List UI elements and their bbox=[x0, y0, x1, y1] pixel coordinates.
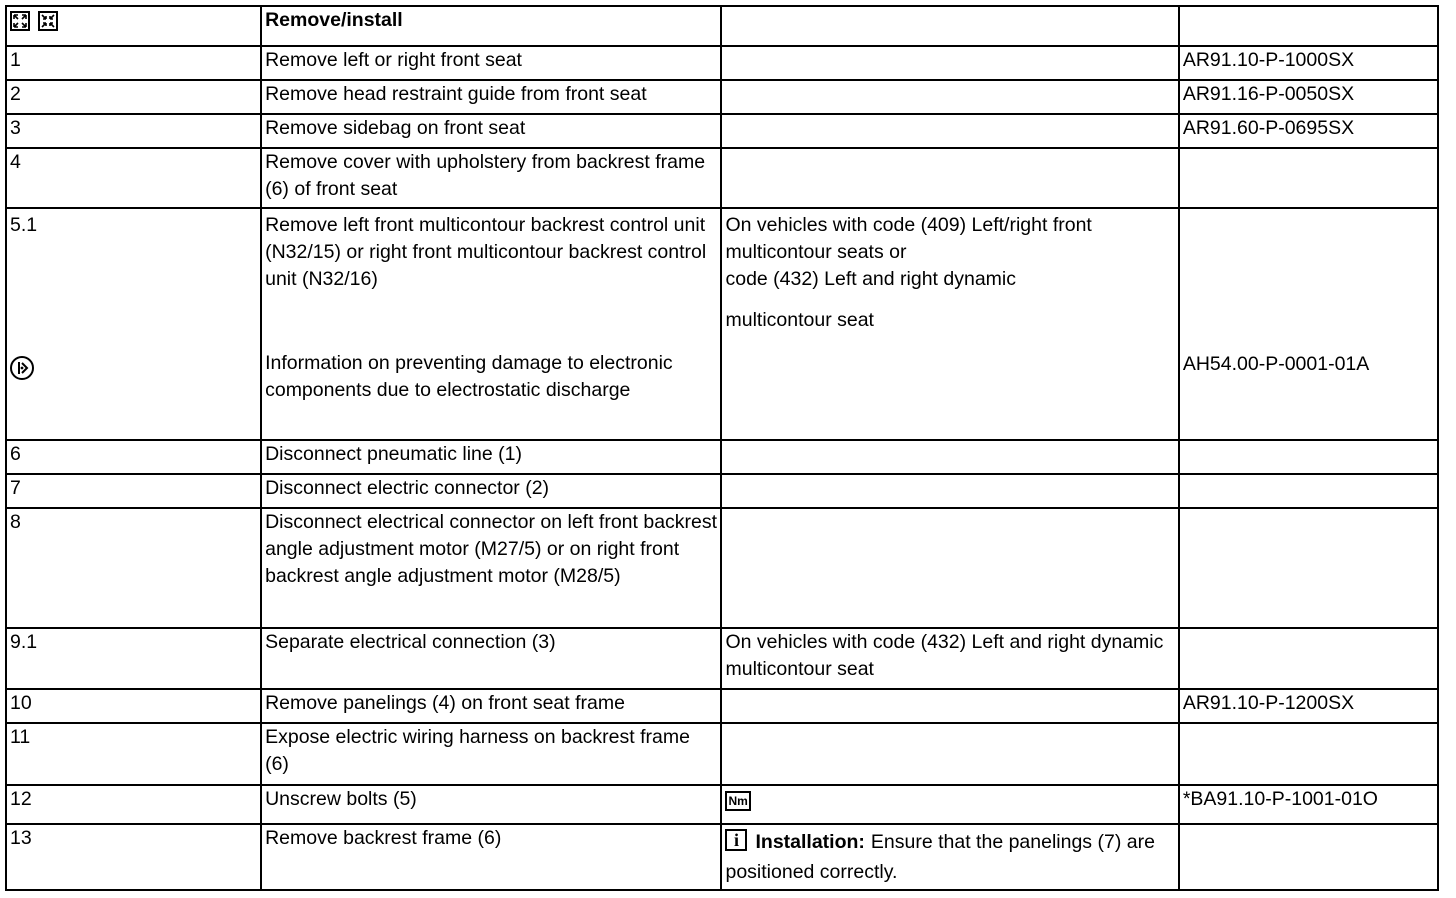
procedure-table bbox=[5, 5, 1439, 891]
step-reference-link[interactable]: AR91.10-P-1000SX bbox=[1179, 46, 1438, 80]
step-note: On vehicles with code (432) Left and right dynamic multicontour seat bbox=[721, 628, 1178, 689]
step-reference bbox=[1179, 148, 1438, 208]
header-title-cell bbox=[261, 6, 721, 46]
step-reference bbox=[1179, 824, 1438, 890]
step-number: 13 bbox=[6, 824, 261, 890]
table-row bbox=[6, 689, 1438, 723]
table-row bbox=[6, 824, 1438, 890]
installation-note-cell bbox=[721, 824, 1178, 890]
table-row bbox=[6, 46, 1438, 80]
step-note bbox=[721, 114, 1178, 148]
step-note bbox=[721, 689, 1178, 723]
step-number: 10 bbox=[6, 689, 261, 723]
torque-nm-icon[interactable]: Nm bbox=[725, 791, 750, 811]
esd-warning-icon[interactable] bbox=[10, 356, 34, 380]
header-icons-cell bbox=[6, 6, 261, 46]
step-action-cell bbox=[261, 208, 721, 440]
step-number: 1 bbox=[6, 46, 261, 80]
table-row bbox=[6, 628, 1438, 689]
step-action: Disconnect electric connector (2) bbox=[261, 474, 721, 508]
step-number: 9.1 bbox=[6, 628, 261, 689]
expand-icon[interactable] bbox=[10, 11, 30, 31]
step-action: Expose electric wiring harness on backrest frame (6) bbox=[261, 723, 721, 785]
step-number: 4 bbox=[6, 148, 261, 208]
step-number: 2 bbox=[6, 80, 261, 114]
step-note bbox=[721, 474, 1178, 508]
table-row bbox=[6, 785, 1438, 824]
step-number: 7 bbox=[6, 474, 261, 508]
step-number: 3 bbox=[6, 114, 261, 148]
table-row bbox=[6, 508, 1438, 628]
step-reference bbox=[1179, 508, 1438, 628]
step-reference bbox=[1179, 474, 1438, 508]
step-reference bbox=[1179, 628, 1438, 689]
table-row bbox=[6, 208, 1438, 440]
step-reference-link[interactable]: AR91.60-P-0695SX bbox=[1179, 114, 1438, 148]
step-note-cell bbox=[721, 785, 1178, 824]
step-action: Remove head restraint guide from front seat bbox=[261, 80, 721, 114]
step-action: Remove panelings (4) on front seat frame bbox=[261, 689, 721, 723]
step-action: Disconnect electrical connector on left front backrest angle adjustment motor (M27/5) or on right front backrest angle adjustment motor (M28/5) bbox=[261, 508, 721, 628]
table-row bbox=[6, 80, 1438, 114]
step-note-line: On vehicles with code (409) Left/right front multicontour seats or bbox=[725, 214, 1092, 263]
table-row bbox=[6, 723, 1438, 785]
installation-text: Ensure that the panelings (7) are positioned correctly. bbox=[725, 831, 1155, 883]
step-action: Separate electrical connection (3) bbox=[261, 628, 721, 689]
info-icon: i bbox=[725, 829, 747, 851]
step-action: Remove sidebag on front seat bbox=[261, 114, 721, 148]
page-title: Remove/install bbox=[265, 9, 403, 31]
step-reference bbox=[1179, 723, 1438, 785]
step-action: Remove left or right front seat bbox=[261, 46, 721, 80]
step-reference-link[interactable]: *BA91.10-P-1001-01O bbox=[1179, 785, 1438, 824]
table-row bbox=[6, 114, 1438, 148]
step-reference-link[interactable]: AR91.10-P-1200SX bbox=[1179, 689, 1438, 723]
step-action: Remove left front multicontour backrest control unit (N32/15) or right front multicontour backrest control unit (N32/16) bbox=[265, 214, 707, 290]
step-number: 6 bbox=[6, 440, 261, 474]
step-note bbox=[721, 46, 1178, 80]
step-reference-link[interactable]: AR91.16-P-0050SX bbox=[1179, 80, 1438, 114]
step-note bbox=[721, 440, 1178, 474]
header-empty-cell bbox=[1179, 6, 1438, 46]
step-action: Disconnect pneumatic line (1) bbox=[261, 440, 721, 474]
step-action: Remove cover with upholstery from backrest frame (6) of front seat bbox=[261, 148, 721, 208]
step-note-line: multicontour seat bbox=[725, 309, 874, 331]
installation-label: Installation: bbox=[755, 831, 865, 853]
step-reference bbox=[1179, 440, 1438, 474]
table-row bbox=[6, 440, 1438, 474]
step-number: 12 bbox=[6, 785, 261, 824]
header-empty-cell bbox=[721, 6, 1178, 46]
step-reference-cell bbox=[1179, 208, 1438, 440]
step-note bbox=[721, 80, 1178, 114]
step-note bbox=[721, 508, 1178, 628]
step-action: Unscrew bolts (5) bbox=[261, 785, 721, 824]
step-number: 8 bbox=[6, 508, 261, 628]
step-note-cell bbox=[721, 208, 1178, 440]
step-note bbox=[721, 723, 1178, 785]
step-number-cell bbox=[6, 208, 261, 440]
step-note bbox=[721, 148, 1178, 208]
esd-information-text: Information on preventing damage to electronic components due to electrostatic discharge bbox=[265, 352, 673, 401]
step-note-line: code (432) Left and right dynamic bbox=[725, 268, 1016, 290]
step-action: Remove backrest frame (6) bbox=[261, 824, 721, 890]
esd-reference-link[interactable]: AH54.00-P-0001-01A bbox=[1182, 353, 1370, 375]
table-header-row bbox=[6, 6, 1438, 46]
table-row bbox=[6, 474, 1438, 508]
table-row bbox=[6, 148, 1438, 208]
step-number: 5.1 bbox=[10, 214, 38, 236]
step-number: 11 bbox=[6, 723, 261, 785]
collapse-icon[interactable] bbox=[38, 11, 58, 31]
